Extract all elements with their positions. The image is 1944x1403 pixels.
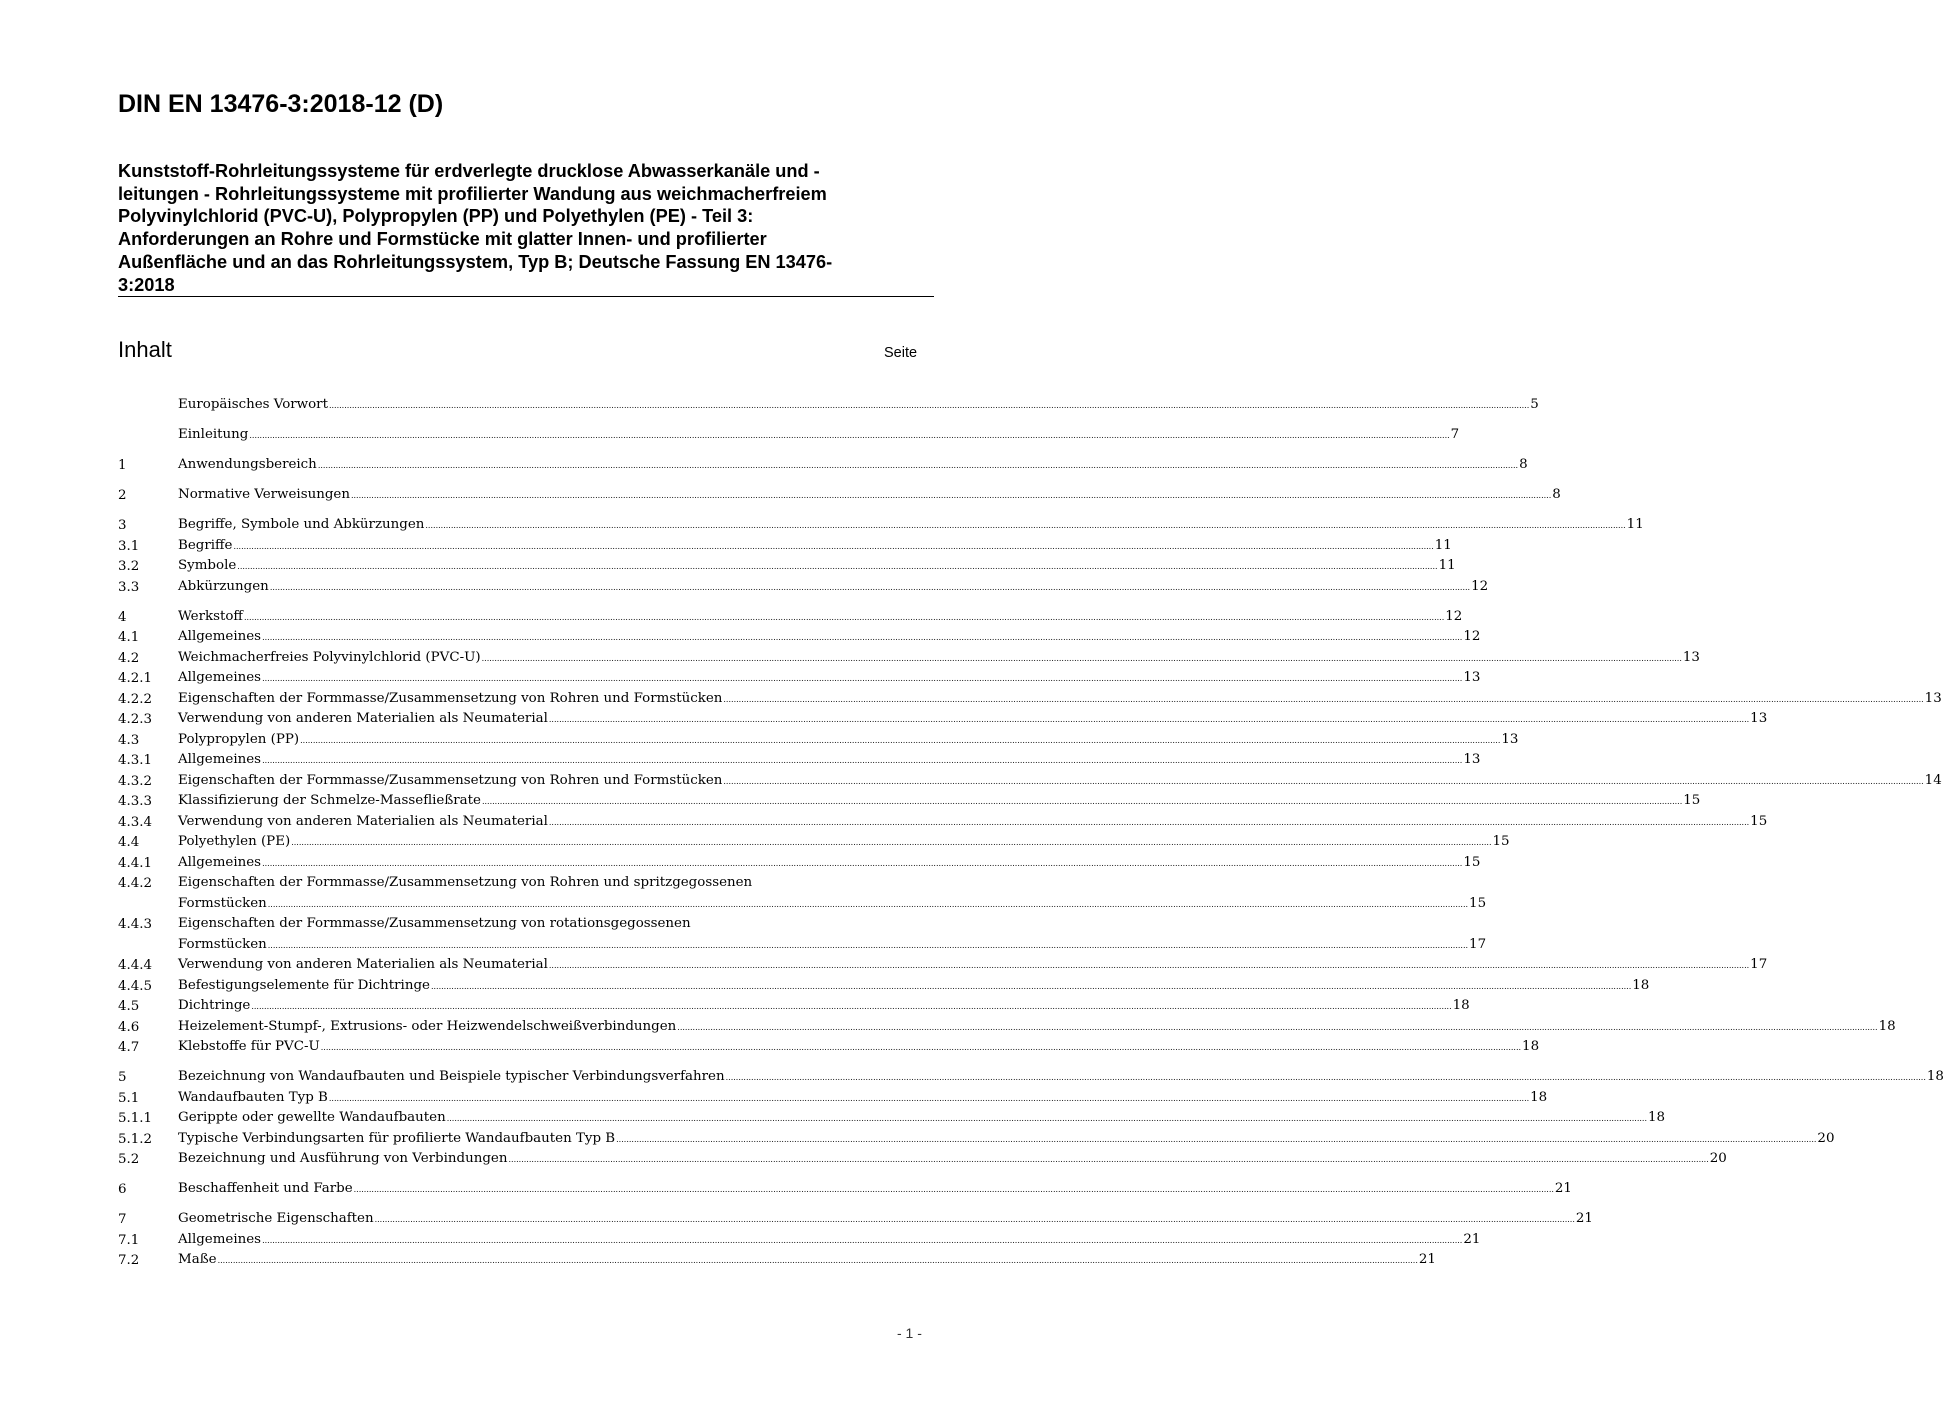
toc-entry-number: 4.4.3 <box>118 917 153 932</box>
toc-entry[interactable] <box>118 649 1700 670</box>
toc-entry-number: 6 <box>118 1182 127 1197</box>
toc-entry-page: 18 <box>1878 1018 1896 1034</box>
toc-dot-leader <box>249 426 1449 447</box>
toc-entry-body <box>178 1230 1480 1252</box>
toc-entry-body <box>178 1037 1539 1059</box>
toc-entry[interactable] <box>118 874 1487 915</box>
toc-entry-number: 3.1 <box>118 538 140 554</box>
toc-entry-page: 14 <box>1924 772 1942 788</box>
toc-dot-leader <box>351 486 1551 507</box>
toc-entry-number: 4.3.2 <box>118 773 153 789</box>
toc-entry-page: 15 <box>1463 854 1481 870</box>
title-line: Kunststoff-Rohrleitungssysteme für erdverlegte drucklose Abwasserkanäle und - <box>118 161 820 181</box>
toc-entry-number: 5.1.2 <box>118 1131 153 1147</box>
toc-dot-leader <box>268 895 1468 916</box>
toc-dot-leader <box>508 1150 1708 1171</box>
toc-entry-page: 13 <box>1750 711 1768 726</box>
toc-entry-number: 5.1 <box>118 1090 140 1106</box>
toc-entry-number: 4.2 <box>118 650 140 666</box>
toc-entry-title: Einleitung <box>178 427 249 442</box>
toc-entry-number: 5 <box>118 1070 127 1085</box>
toc-dot-leader <box>726 1068 1926 1089</box>
toc-entry-page: 8 <box>1519 457 1528 472</box>
toc-dot-leader <box>262 669 1462 690</box>
toc-entry-body <box>178 689 1942 711</box>
toc-entry[interactable] <box>118 997 1470 1018</box>
title-line: Außenfläche und an das Rohrleitungssystem, Typ B; Deutsche Fassung EN 13476- <box>118 251 833 272</box>
toc-entry-number: 7.1 <box>118 1232 140 1248</box>
toc-entry-title: Allgemeines <box>178 1231 262 1247</box>
toc-entry-body <box>178 812 1767 834</box>
toc-entry-body <box>178 556 1456 578</box>
toc-entry[interactable] <box>118 516 1644 537</box>
toc-entry[interactable] <box>118 977 1650 998</box>
toc-entry-title: Polypropylen (PP) <box>178 731 300 747</box>
toc-entry-title: Begriffe, Symbole und Abkürzungen <box>178 517 425 532</box>
toc-entry[interactable] <box>118 1089 1548 1110</box>
toc-entry-number: 4 <box>118 609 127 625</box>
toc-entry-page: 5 <box>1530 397 1539 412</box>
toc-entry-page: 13 <box>1463 752 1481 767</box>
toc-entry-title: Allgemeines <box>178 670 262 685</box>
toc-entry-body <box>178 1179 1572 1201</box>
title-line: leitungen - Rohrleitungssysteme mit profilierter Wandung aus weichmacherfreiem <box>118 183 827 204</box>
toc-entry-page: 8 <box>1552 487 1561 502</box>
toc-entry-page: 11 <box>1434 537 1452 553</box>
toc-entry-number: 4.4.1 <box>118 855 153 871</box>
toc-dot-leader <box>549 813 1749 834</box>
toc-entry[interactable] <box>118 690 1942 711</box>
toc-entry-page: 15 <box>1492 834 1510 849</box>
toc-entry-body <box>178 1088 1547 1110</box>
toc-dot-leader <box>549 710 1749 731</box>
toc-entry[interactable] <box>118 426 1460 447</box>
toc-entry-body <box>178 455 1528 477</box>
toc-dot-leader <box>723 690 1923 711</box>
toc-entry-number: 4.6 <box>118 1019 140 1035</box>
toc-entry-body <box>178 1149 1727 1171</box>
toc-entry-title: Wandaufbauten Typ B <box>178 1089 328 1105</box>
toc-dot-leader <box>268 936 1468 957</box>
toc-entry-body <box>178 1129 1834 1151</box>
toc-entry-title: Gerippte oder gewellte Wandaufbauten <box>178 1110 446 1125</box>
toc-entry-title-continuation: Formstücken <box>178 936 267 952</box>
toc-entry-title: Verwendung von anderen Materialien als Neumaterial <box>178 711 548 726</box>
toc-entry-body <box>178 750 1480 772</box>
toc-entry-page: 13 <box>1463 670 1481 685</box>
toc-dot-leader <box>549 956 1749 977</box>
toc-entry-number: 4.4.4 <box>118 958 153 973</box>
toc-entry[interactable] <box>118 669 1481 690</box>
toc-entry-title: Werkstoff <box>178 608 243 624</box>
toc-entry-body <box>178 914 1486 956</box>
toc-entry-title: Eigenschaften der Formmasse/Zusammensetzung von Rohren und Formstücken <box>178 772 723 788</box>
toc-entry-title: Allgemeines <box>178 854 262 870</box>
toc-entry-body <box>178 515 1644 537</box>
toc-entry[interactable] <box>118 628 1481 649</box>
toc-entry-page: 18 <box>1522 1039 1540 1054</box>
title-line: 3:2018 <box>118 274 175 295</box>
toc-entry-body <box>178 1250 1436 1272</box>
toc-entry-body <box>178 832 1510 854</box>
toc-entry-page: 12 <box>1471 578 1489 594</box>
toc-entry[interactable] <box>118 537 1452 558</box>
toc-entry-number: 3.2 <box>118 559 140 574</box>
toc-entry-number: 2 <box>118 488 127 503</box>
toc-dot-leader <box>300 731 1500 752</box>
toc-entry-page: 7 <box>1450 427 1460 442</box>
toc-entry-title: Anwendungsbereich <box>178 457 317 472</box>
toc-entry-title: Geometrische Eigenschaften <box>178 1211 374 1226</box>
toc-entry-title: Bezeichnung von Wandaufbauten und Beispiele typischer Verbindungsverfahren <box>178 1069 725 1084</box>
toc-entry-title: Heizelement-Stumpf-, Extrusions- oder Heizwendelschweißverbindungen <box>178 1018 677 1034</box>
toc-entry-body <box>178 1017 1896 1039</box>
toc-entry-body <box>178 791 1700 813</box>
toc-entry[interactable] <box>118 710 1768 731</box>
footer-page-number: - 1 - <box>897 1325 922 1341</box>
toc-entry-body <box>178 709 1767 731</box>
toc-entry-page: 18 <box>1632 977 1650 993</box>
toc-entry-page: 13 <box>1924 690 1942 706</box>
toc-entry[interactable] <box>118 792 1701 813</box>
toc-entry-title: Begriffe <box>178 537 233 553</box>
toc-entry-number: 4.3 <box>118 732 140 748</box>
toc-entry-title: Maße <box>178 1252 217 1267</box>
toc-entry[interactable] <box>118 731 1519 752</box>
toc-dot-leader <box>329 396 1529 417</box>
toc-entry-body <box>178 1108 1665 1130</box>
toc-entry[interactable] <box>118 1180 1572 1201</box>
toc-entry-body <box>178 996 1470 1018</box>
toc-entry-number: 4.4.2 <box>118 876 153 891</box>
toc-entry-number: 4.2.1 <box>118 671 153 686</box>
toc-entry-title: Europäisches Vorwort <box>178 397 328 412</box>
toc-entry-page: 21 <box>1463 1231 1481 1247</box>
toc-dot-leader <box>262 854 1462 875</box>
toc-entry[interactable] <box>118 486 1561 507</box>
toc-entry-page: 11 <box>1626 517 1644 532</box>
toc-entry-title: Beschaffenheit und Farbe <box>178 1181 353 1196</box>
toc-entry[interactable] <box>118 1109 1666 1130</box>
toc-dot-leader <box>291 833 1491 854</box>
toc-entry-number: 4.3.3 <box>118 794 153 809</box>
toc-dot-leader <box>677 1018 1877 1039</box>
toc-entry-body <box>178 976 1649 998</box>
toc-entry[interactable] <box>118 456 1528 477</box>
toc-entry[interactable] <box>118 1231 1481 1252</box>
toc-entry[interactable] <box>118 1018 1896 1039</box>
toc-entry[interactable] <box>118 1251 1436 1272</box>
toc-dot-leader <box>482 792 1682 813</box>
toc-entry-page: 15 <box>1683 793 1701 808</box>
toc-entry[interactable] <box>118 854 1481 875</box>
toc-entry-number: 4.2.3 <box>118 712 153 727</box>
toc-dot-leader <box>723 772 1923 793</box>
toc-dot-leader <box>354 1180 1554 1201</box>
toc-dot-leader <box>431 977 1631 998</box>
toc-entry-title: Normative Verweisungen <box>178 487 350 502</box>
toc-entry-number: 4.4.5 <box>118 978 153 994</box>
toc-entry-page: 21 <box>1418 1252 1436 1267</box>
toc-dot-leader <box>218 1251 1418 1272</box>
toc-entry-page: 18 <box>1926 1069 1944 1084</box>
toc-entry-page: 15 <box>1469 895 1487 911</box>
toc-entry[interactable] <box>118 833 1510 854</box>
toc-entry-page: 15 <box>1750 813 1768 829</box>
toc-entry-title: Verwendung von anderen Materialien als Neumaterial <box>178 813 548 829</box>
toc-entry-title: Abkürzungen <box>178 578 269 594</box>
toc-entry-body <box>178 853 1480 875</box>
toc-entry-title: Symbole <box>178 558 237 573</box>
toc-dot-leader <box>329 1089 1529 1110</box>
toc-entry[interactable] <box>118 956 1768 977</box>
toc-entry-body <box>178 485 1561 507</box>
title-divider <box>118 296 934 297</box>
toc-entry-page: 17 <box>1750 957 1768 972</box>
toc-entry-title: Klebstoffe für PVC-U <box>178 1039 320 1054</box>
toc-entry-body <box>178 425 1459 447</box>
toc-entry-title: Dichtringe <box>178 998 251 1013</box>
toc-dot-leader <box>262 1231 1462 1252</box>
toc-entry-page: 18 <box>1647 1110 1666 1125</box>
toc-entry-body <box>178 607 1462 629</box>
toc-entry[interactable] <box>118 1150 1727 1171</box>
toc-entry-number: 1 <box>118 458 127 473</box>
toc-entry-page: 11 <box>1438 558 1456 573</box>
toc-entry[interactable] <box>118 1068 1944 1089</box>
toc-dot-leader <box>425 516 1625 537</box>
toc-entry-title: Typische Verbindungsarten für profilierte Wandaufbauten Typ B <box>178 1130 616 1146</box>
toc-dot-leader <box>262 751 1462 772</box>
toc-entry-number: 3.3 <box>118 579 140 595</box>
toc-entry-body <box>178 955 1767 977</box>
toc-entry[interactable] <box>118 772 1942 793</box>
toc-entry[interactable] <box>118 813 1768 834</box>
toc-entry[interactable] <box>118 608 1463 629</box>
toc-entry-body <box>178 577 1488 599</box>
toc-entry-number: 7 <box>118 1212 127 1227</box>
table-of-contents <box>118 396 1944 1272</box>
toc-entry-number: 4.5 <box>118 999 140 1014</box>
toc-entry-body <box>178 730 1518 752</box>
toc-entry-number: 4.7 <box>118 1040 140 1055</box>
toc-heading: Inhalt <box>118 337 172 362</box>
toc-entry-page: 13 <box>1501 731 1519 747</box>
toc-entry-number: 3 <box>118 518 127 533</box>
toc-entry[interactable] <box>118 1130 1835 1151</box>
toc-entry-page: 12 <box>1445 608 1463 624</box>
toc-entry-page: 21 <box>1554 1181 1572 1196</box>
toc-entry-number: 4.3.1 <box>118 753 153 768</box>
toc-dot-leader <box>318 456 1518 477</box>
toc-entry-page: 12 <box>1463 629 1481 644</box>
toc-entry-page: 20 <box>1709 1151 1727 1166</box>
toc-entry-title: Weichmacherfreies Polyvinylchlorid (PVC-U) <box>178 649 481 665</box>
toc-dot-leader <box>262 628 1462 649</box>
toc-entry-title: Eigenschaften der Formmasse/Zusammensetzung von Rohren und Formstücken <box>178 690 723 706</box>
toc-dot-leader <box>616 1130 1816 1151</box>
toc-dot-leader <box>447 1109 1647 1130</box>
toc-entry-body <box>178 668 1480 690</box>
toc-entry-title: Eigenschaften der Formmasse/Zusammensetzung von rotationsgegossenen <box>178 916 691 931</box>
toc-entry[interactable] <box>118 396 1539 417</box>
toc-dot-leader <box>482 649 1682 670</box>
title-line: Polyvinylchlorid (PVC-U), Polypropylen (PP) und Polyethylen (PE) - Teil 3: <box>118 206 754 227</box>
toc-entry-page: 13 <box>1682 649 1700 665</box>
toc-entry-number: 7.2 <box>118 1253 140 1268</box>
toc-entry-number: 4.1 <box>118 630 140 645</box>
toc-entry-body <box>178 873 1486 915</box>
toc-entry[interactable] <box>118 1038 1540 1059</box>
toc-dot-leader <box>237 557 1437 578</box>
toc-entry-body <box>178 648 1700 670</box>
toc-entry-page: 20 <box>1817 1130 1835 1146</box>
toc-entry-title: Polyethylen (PE) <box>178 834 291 849</box>
toc-entry-page: 21 <box>1575 1211 1593 1226</box>
toc-entry-number: 4.4 <box>118 835 140 850</box>
toc-dot-leader <box>233 537 1433 558</box>
toc-entry[interactable] <box>118 915 1487 956</box>
toc-entry-body <box>178 1067 1944 1089</box>
toc-entry-title: Bezeichnung und Ausführung von Verbindungen <box>178 1151 508 1166</box>
toc-entry-body <box>178 1209 1593 1231</box>
document-id: DIN EN 13476-3:2018-12 (D) <box>118 90 444 118</box>
toc-dot-leader <box>251 997 1451 1018</box>
toc-entry-body <box>178 771 1942 793</box>
toc-entry-number: 4.3.4 <box>118 814 153 830</box>
toc-dot-leader <box>270 578 1470 599</box>
toc-entry[interactable] <box>118 751 1481 772</box>
toc-entry-title: Befestigungselemente für Dichtringe <box>178 977 430 993</box>
toc-entry-page: 18 <box>1452 998 1470 1013</box>
toc-entry-page: 17 <box>1469 936 1487 952</box>
toc-entry[interactable] <box>118 578 1489 599</box>
toc-entry[interactable] <box>118 557 1456 578</box>
toc-entry-number: 4.2.2 <box>118 691 153 707</box>
toc-entry-number: 5.2 <box>118 1152 140 1167</box>
toc-dot-leader <box>321 1038 1521 1059</box>
toc-entry-title: Verwendung von anderen Materialien als Neumaterial <box>178 957 548 972</box>
toc-entry-title-continuation: Formstücken <box>178 895 267 911</box>
toc-dot-leader <box>244 608 1444 629</box>
toc-entry-body <box>178 627 1480 649</box>
toc-entry[interactable] <box>118 1210 1593 1231</box>
toc-entry-number: 5.1.1 <box>118 1111 153 1126</box>
title-line: Anforderungen an Rohre und Formstücke mit glatter Innen- und profilierter <box>118 229 767 250</box>
toc-entry-title: Klassifizierung der Schmelze-Massefließrate <box>178 793 481 808</box>
toc-entry-body <box>178 536 1452 558</box>
toc-dot-leader <box>375 1210 1575 1231</box>
toc-entry-title: Allgemeines <box>178 629 262 644</box>
toc-entry-page: 18 <box>1530 1089 1548 1105</box>
toc-entry-body <box>178 395 1539 417</box>
toc-page-label: Seite <box>884 345 918 361</box>
document-title <box>118 160 918 296</box>
toc-entry-title: Allgemeines <box>178 752 262 767</box>
toc-entry-title: Eigenschaften der Formmasse/Zusammensetzung von Rohren und spritzgegossenen <box>178 875 753 890</box>
